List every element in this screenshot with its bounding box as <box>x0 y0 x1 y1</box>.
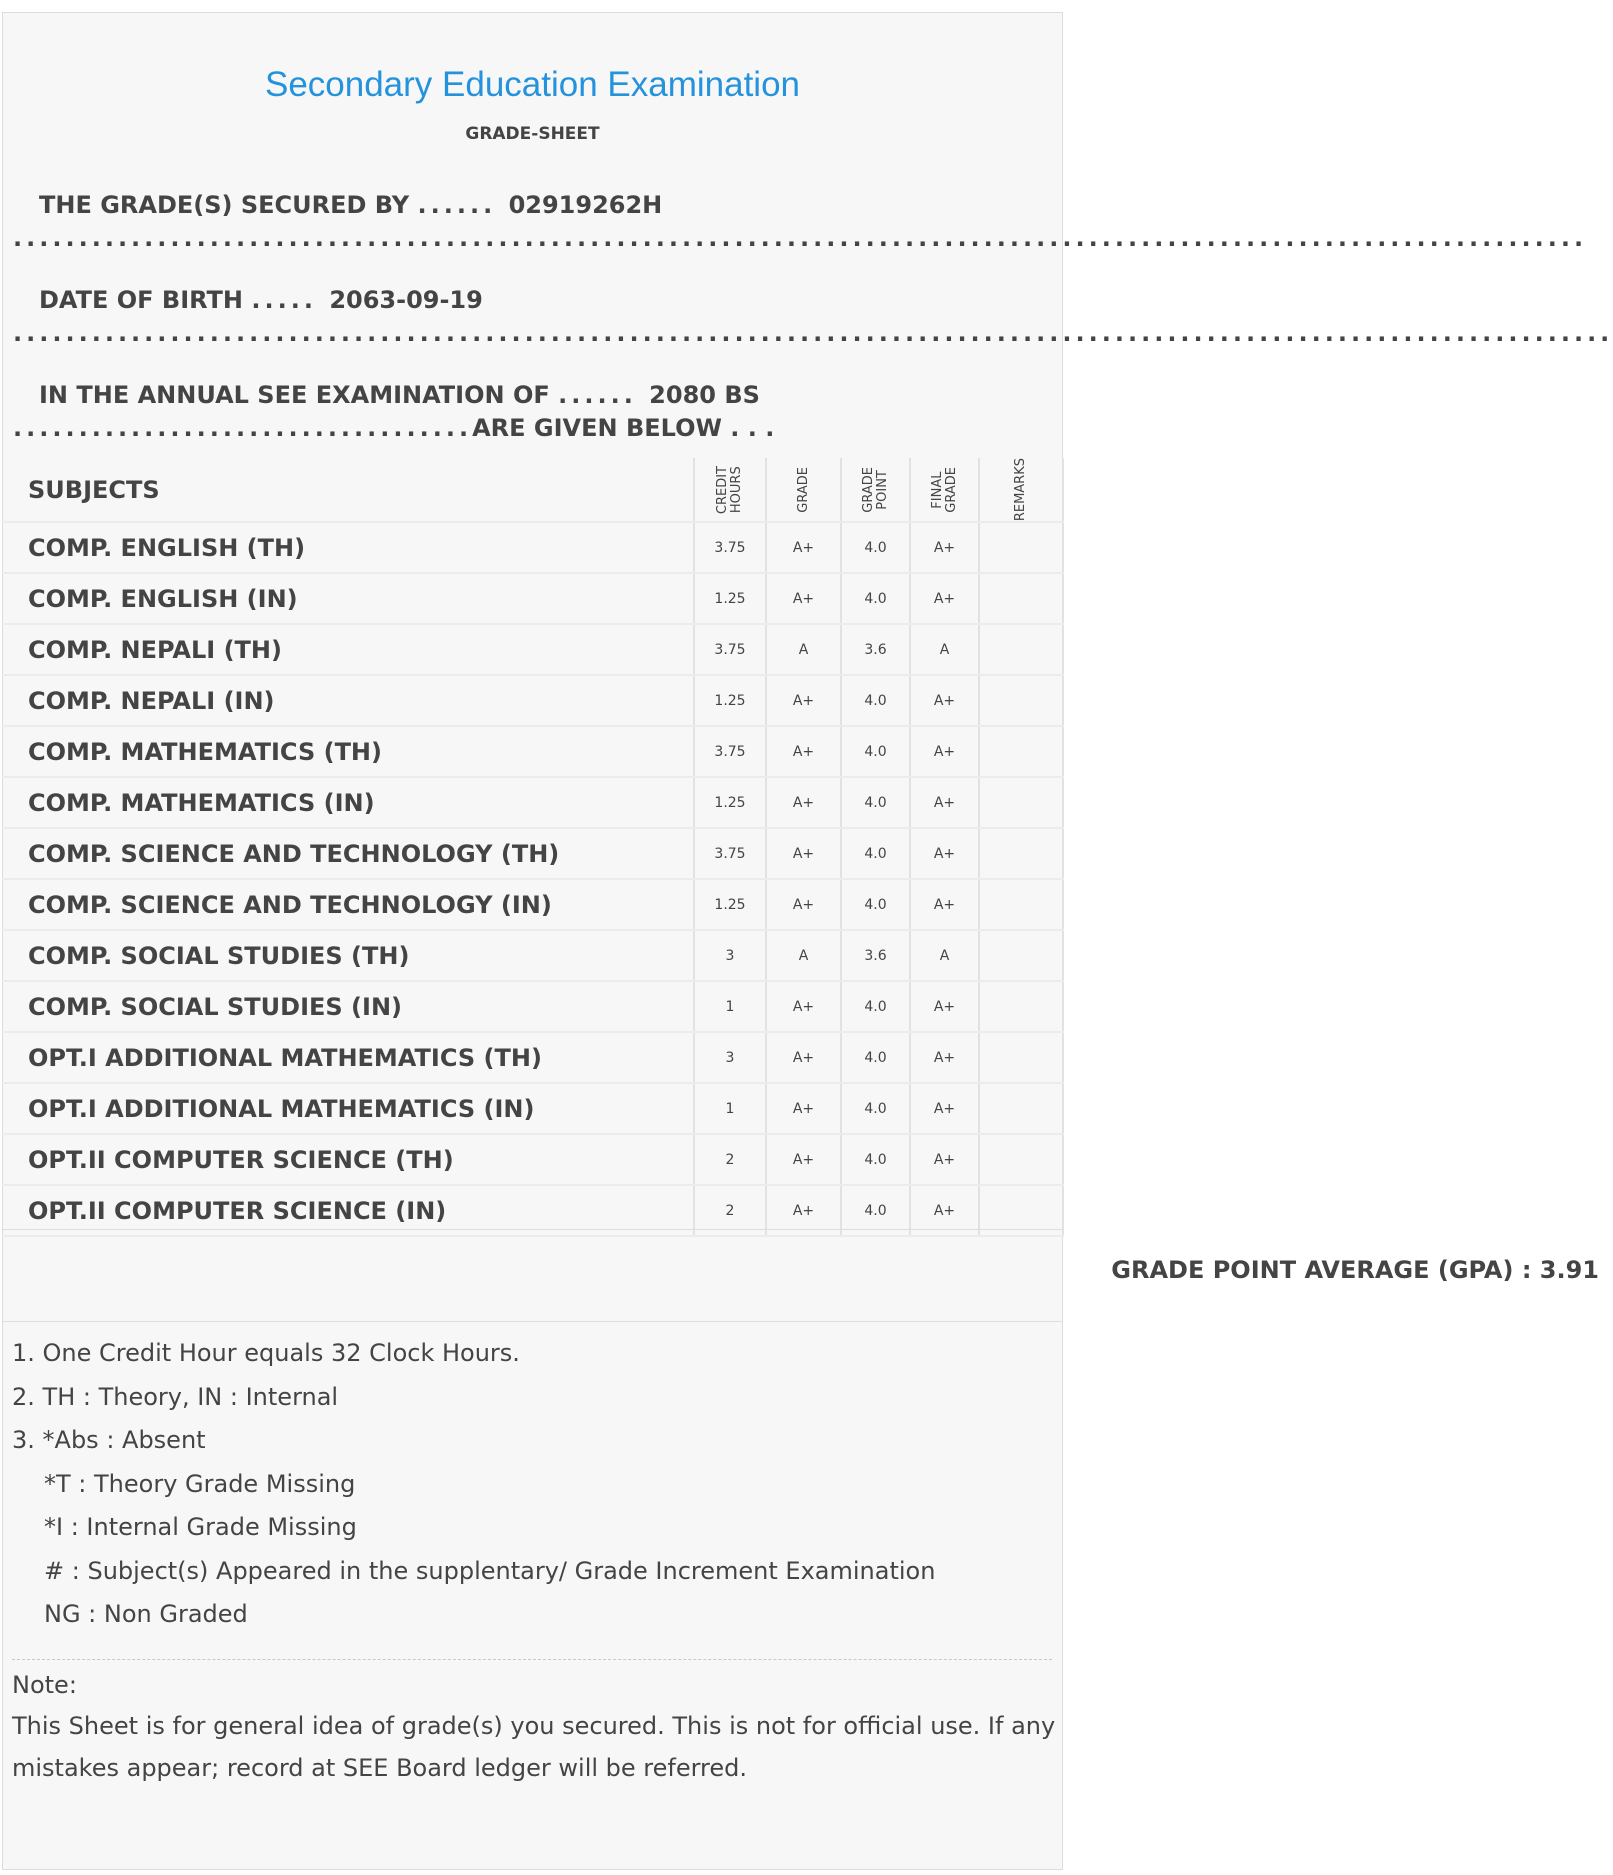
subject-cell: OPT.II COMPUTER SCIENCE (IN) <box>2 1185 694 1236</box>
final-grade-cell: A+ <box>910 522 979 573</box>
final-grade-cell: A <box>910 624 979 675</box>
grade-point-cell: 4.0 <box>841 828 910 879</box>
final-grade-header: FINAL GRADE <box>910 458 979 522</box>
remarks-cell <box>979 675 1063 726</box>
legend-item: *T : Theory Grade Missing <box>44 1469 356 1498</box>
gpa-divider <box>2 1321 1063 1322</box>
dob-line: DATE OF BIRTH ..... 2063-09-19 .......................................................................................................................... <box>13 286 1613 347</box>
final-grade-cell: A+ <box>910 726 979 777</box>
credit-hours-cell: 3.75 <box>694 726 766 777</box>
subject-cell: COMP. NEPALI (TH) <box>2 624 694 675</box>
gpa-line <box>1111 1256 1599 1284</box>
subject-cell: COMP. MATHEMATICS (IN) <box>2 777 694 828</box>
grade-point-cell: 4.0 <box>841 981 910 1032</box>
credit-hours-cell: 2 <box>694 1185 766 1236</box>
final-grade-cell: A+ <box>910 1083 979 1134</box>
credit-hours-cell: 1 <box>694 981 766 1032</box>
dob-label: DATE OF BIRTH <box>39 286 243 314</box>
grade-point-cell: 4.0 <box>841 1134 910 1185</box>
remarks-header: REMARKS <box>979 458 1063 522</box>
grade-point-cell: 4.0 <box>841 573 910 624</box>
gpa-label: GRADE POINT AVERAGE (GPA) : <box>1111 1256 1532 1284</box>
subject-cell: COMP. MATHEMATICS (TH) <box>2 726 694 777</box>
grade-cell: A+ <box>766 879 841 930</box>
grade-cell: A <box>766 930 841 981</box>
grade-point-cell: 4.0 <box>841 1083 910 1134</box>
grade-point-cell: 4.0 <box>841 675 910 726</box>
symbol-number: 02919262H <box>508 191 663 219</box>
exam-label: IN THE ANNUAL SEE EXAMINATION OF <box>39 381 550 409</box>
final-grade-cell: A+ <box>910 777 979 828</box>
credit-hours-cell: 1.25 <box>694 675 766 726</box>
final-grade-cell: A+ <box>910 1185 979 1236</box>
final-grade-cell: A <box>910 930 979 981</box>
credit-hours-cell: 1 <box>694 1083 766 1134</box>
legend-item: 2. TH : Theory, IN : Internal <box>12 1382 339 1411</box>
page-title: Secondary Education Examination <box>264 65 801 104</box>
note-heading: Note: <box>12 1671 77 1699</box>
credit-hours-cell: 3 <box>694 930 766 981</box>
final-grade-cell: A+ <box>910 573 979 624</box>
gpa-value: 3.91 <box>1539 1256 1599 1284</box>
grade-cell: A+ <box>766 1185 841 1236</box>
credit-hours-cell: 1.25 <box>694 777 766 828</box>
legend-item: 1. One Credit Hour equals 32 Clock Hours. <box>12 1339 520 1367</box>
remarks-cell <box>979 879 1063 930</box>
grade-point-cell: 4.0 <box>841 777 910 828</box>
subject-cell: COMP. ENGLISH (TH) <box>2 522 694 573</box>
subject-cell: OPT.I ADDITIONAL MATHEMATICS (TH) <box>2 1032 694 1083</box>
grade-point-cell: 4.0 <box>841 1185 910 1236</box>
remarks-cell <box>979 1032 1063 1083</box>
grade-point-cell: 3.6 <box>841 624 910 675</box>
remarks-cell <box>979 1134 1063 1185</box>
exam-line: IN THE ANNUAL SEE EXAMINATION OF ...... 2080 BS ...................................ARE GIVEN BELOW . . . <box>13 381 775 442</box>
credit-hours-cell: 2 <box>694 1134 766 1185</box>
remarks-cell <box>979 930 1063 981</box>
subject-cell: COMP. SOCIAL STUDIES (TH) <box>2 930 694 981</box>
credit-hours-cell: 1.25 <box>694 879 766 930</box>
grade-point-cell: 4.0 <box>841 879 910 930</box>
final-grade-cell: A+ <box>910 879 979 930</box>
credit-hours-cell: 3 <box>694 1032 766 1083</box>
legend-item: NG : Non Graded <box>44 1600 248 1628</box>
credit-hours-cell: 3.75 <box>694 828 766 879</box>
remarks-cell <box>979 573 1063 624</box>
remarks-cell <box>979 1083 1063 1134</box>
grade-point-cell: 3.6 <box>841 930 910 981</box>
note-divider <box>12 1659 1052 1660</box>
subject-cell: COMP. SCIENCE AND TECHNOLOGY (TH) <box>2 828 694 879</box>
remarks-cell <box>979 828 1063 879</box>
legend-item: # : Subject(s) Appeared in the supplentary/ Grade Increment Examination <box>44 1556 936 1585</box>
grade-cell: A <box>766 624 841 675</box>
table-row <box>2 1083 1063 1134</box>
grade-point-header: GRADE POINT <box>841 458 910 522</box>
table-row <box>2 726 1063 777</box>
legend-item: 3. *Abs : Absent <box>12 1426 206 1454</box>
remarks-cell <box>979 981 1063 1032</box>
final-grade-cell: A+ <box>910 1134 979 1185</box>
remarks-cell <box>979 777 1063 828</box>
credit-hours-header: CREDIT HOURS <box>694 458 766 522</box>
remarks-cell <box>979 726 1063 777</box>
secured-by-line: THE GRADE(S) SECURED BY ...... 02919262H ........................................................................................................................ <box>13 191 1588 252</box>
exam-tail: ARE GIVEN BELOW . . . <box>472 414 775 442</box>
grade-sheet-subtitle: GRADE-SHEET <box>465 124 600 144</box>
subjects-header: SUBJECTS <box>2 458 694 522</box>
grade-point-cell: 4.0 <box>841 726 910 777</box>
grade-cell: A+ <box>766 573 841 624</box>
secured-by-label: THE GRADE(S) SECURED BY <box>39 191 410 219</box>
credit-hours-cell: 1.25 <box>694 573 766 624</box>
table-bottom-divider <box>2 1229 1063 1230</box>
grade-cell: A+ <box>766 522 841 573</box>
grade-point-cell: 4.0 <box>841 522 910 573</box>
table-row <box>2 624 1063 675</box>
final-grade-cell: A+ <box>910 981 979 1032</box>
exam-year: 2080 BS <box>649 381 760 409</box>
subject-cell: COMP. SCIENCE AND TECHNOLOGY (IN) <box>2 879 694 930</box>
table-row <box>2 879 1063 930</box>
note-body: This Sheet is for general idea of grade(s) you secured. This is not for official use. If any mistakes appear; record at SEE Board ledger will be referred. <box>12 1712 1056 1782</box>
remarks-cell <box>979 624 1063 675</box>
grade-cell: A+ <box>766 981 841 1032</box>
grades-table <box>2 458 1064 1237</box>
table-row <box>2 675 1063 726</box>
table-header-row <box>2 458 1063 522</box>
table-row <box>2 573 1063 624</box>
final-grade-cell: A+ <box>910 828 979 879</box>
dob-value: 2063-09-19 <box>329 286 483 314</box>
grade-cell: A+ <box>766 1134 841 1185</box>
grade-point-cell: 4.0 <box>841 1032 910 1083</box>
final-grade-cell: A+ <box>910 1032 979 1083</box>
subject-cell: OPT.II COMPUTER SCIENCE (TH) <box>2 1134 694 1185</box>
final-grade-cell: A+ <box>910 675 979 726</box>
legend-list <box>12 1332 935 1637</box>
table-row <box>2 522 1063 573</box>
table-row <box>2 1032 1063 1083</box>
grade-cell: A+ <box>766 726 841 777</box>
grade-header: GRADE <box>766 458 841 522</box>
subject-cell: COMP. NEPALI (IN) <box>2 675 694 726</box>
grade-cell: A+ <box>766 828 841 879</box>
table-row <box>2 981 1063 1032</box>
table-row <box>2 828 1063 879</box>
credit-hours-cell: 3.75 <box>694 522 766 573</box>
table-row <box>2 930 1063 981</box>
table-row <box>2 777 1063 828</box>
grade-cell: A+ <box>766 675 841 726</box>
grade-cell: A+ <box>766 777 841 828</box>
remarks-cell <box>979 522 1063 573</box>
legend-item: *I : Internal Grade Missing <box>44 1513 357 1541</box>
grade-cell: A+ <box>766 1083 841 1134</box>
subject-cell: OPT.I ADDITIONAL MATHEMATICS (IN) <box>2 1083 694 1134</box>
credit-hours-cell: 3.75 <box>694 624 766 675</box>
grade-cell: A+ <box>766 1032 841 1083</box>
subject-cell: COMP. SOCIAL STUDIES (IN) <box>2 981 694 1032</box>
table-row <box>2 1134 1063 1185</box>
subject-cell: COMP. ENGLISH (IN) <box>2 573 694 624</box>
